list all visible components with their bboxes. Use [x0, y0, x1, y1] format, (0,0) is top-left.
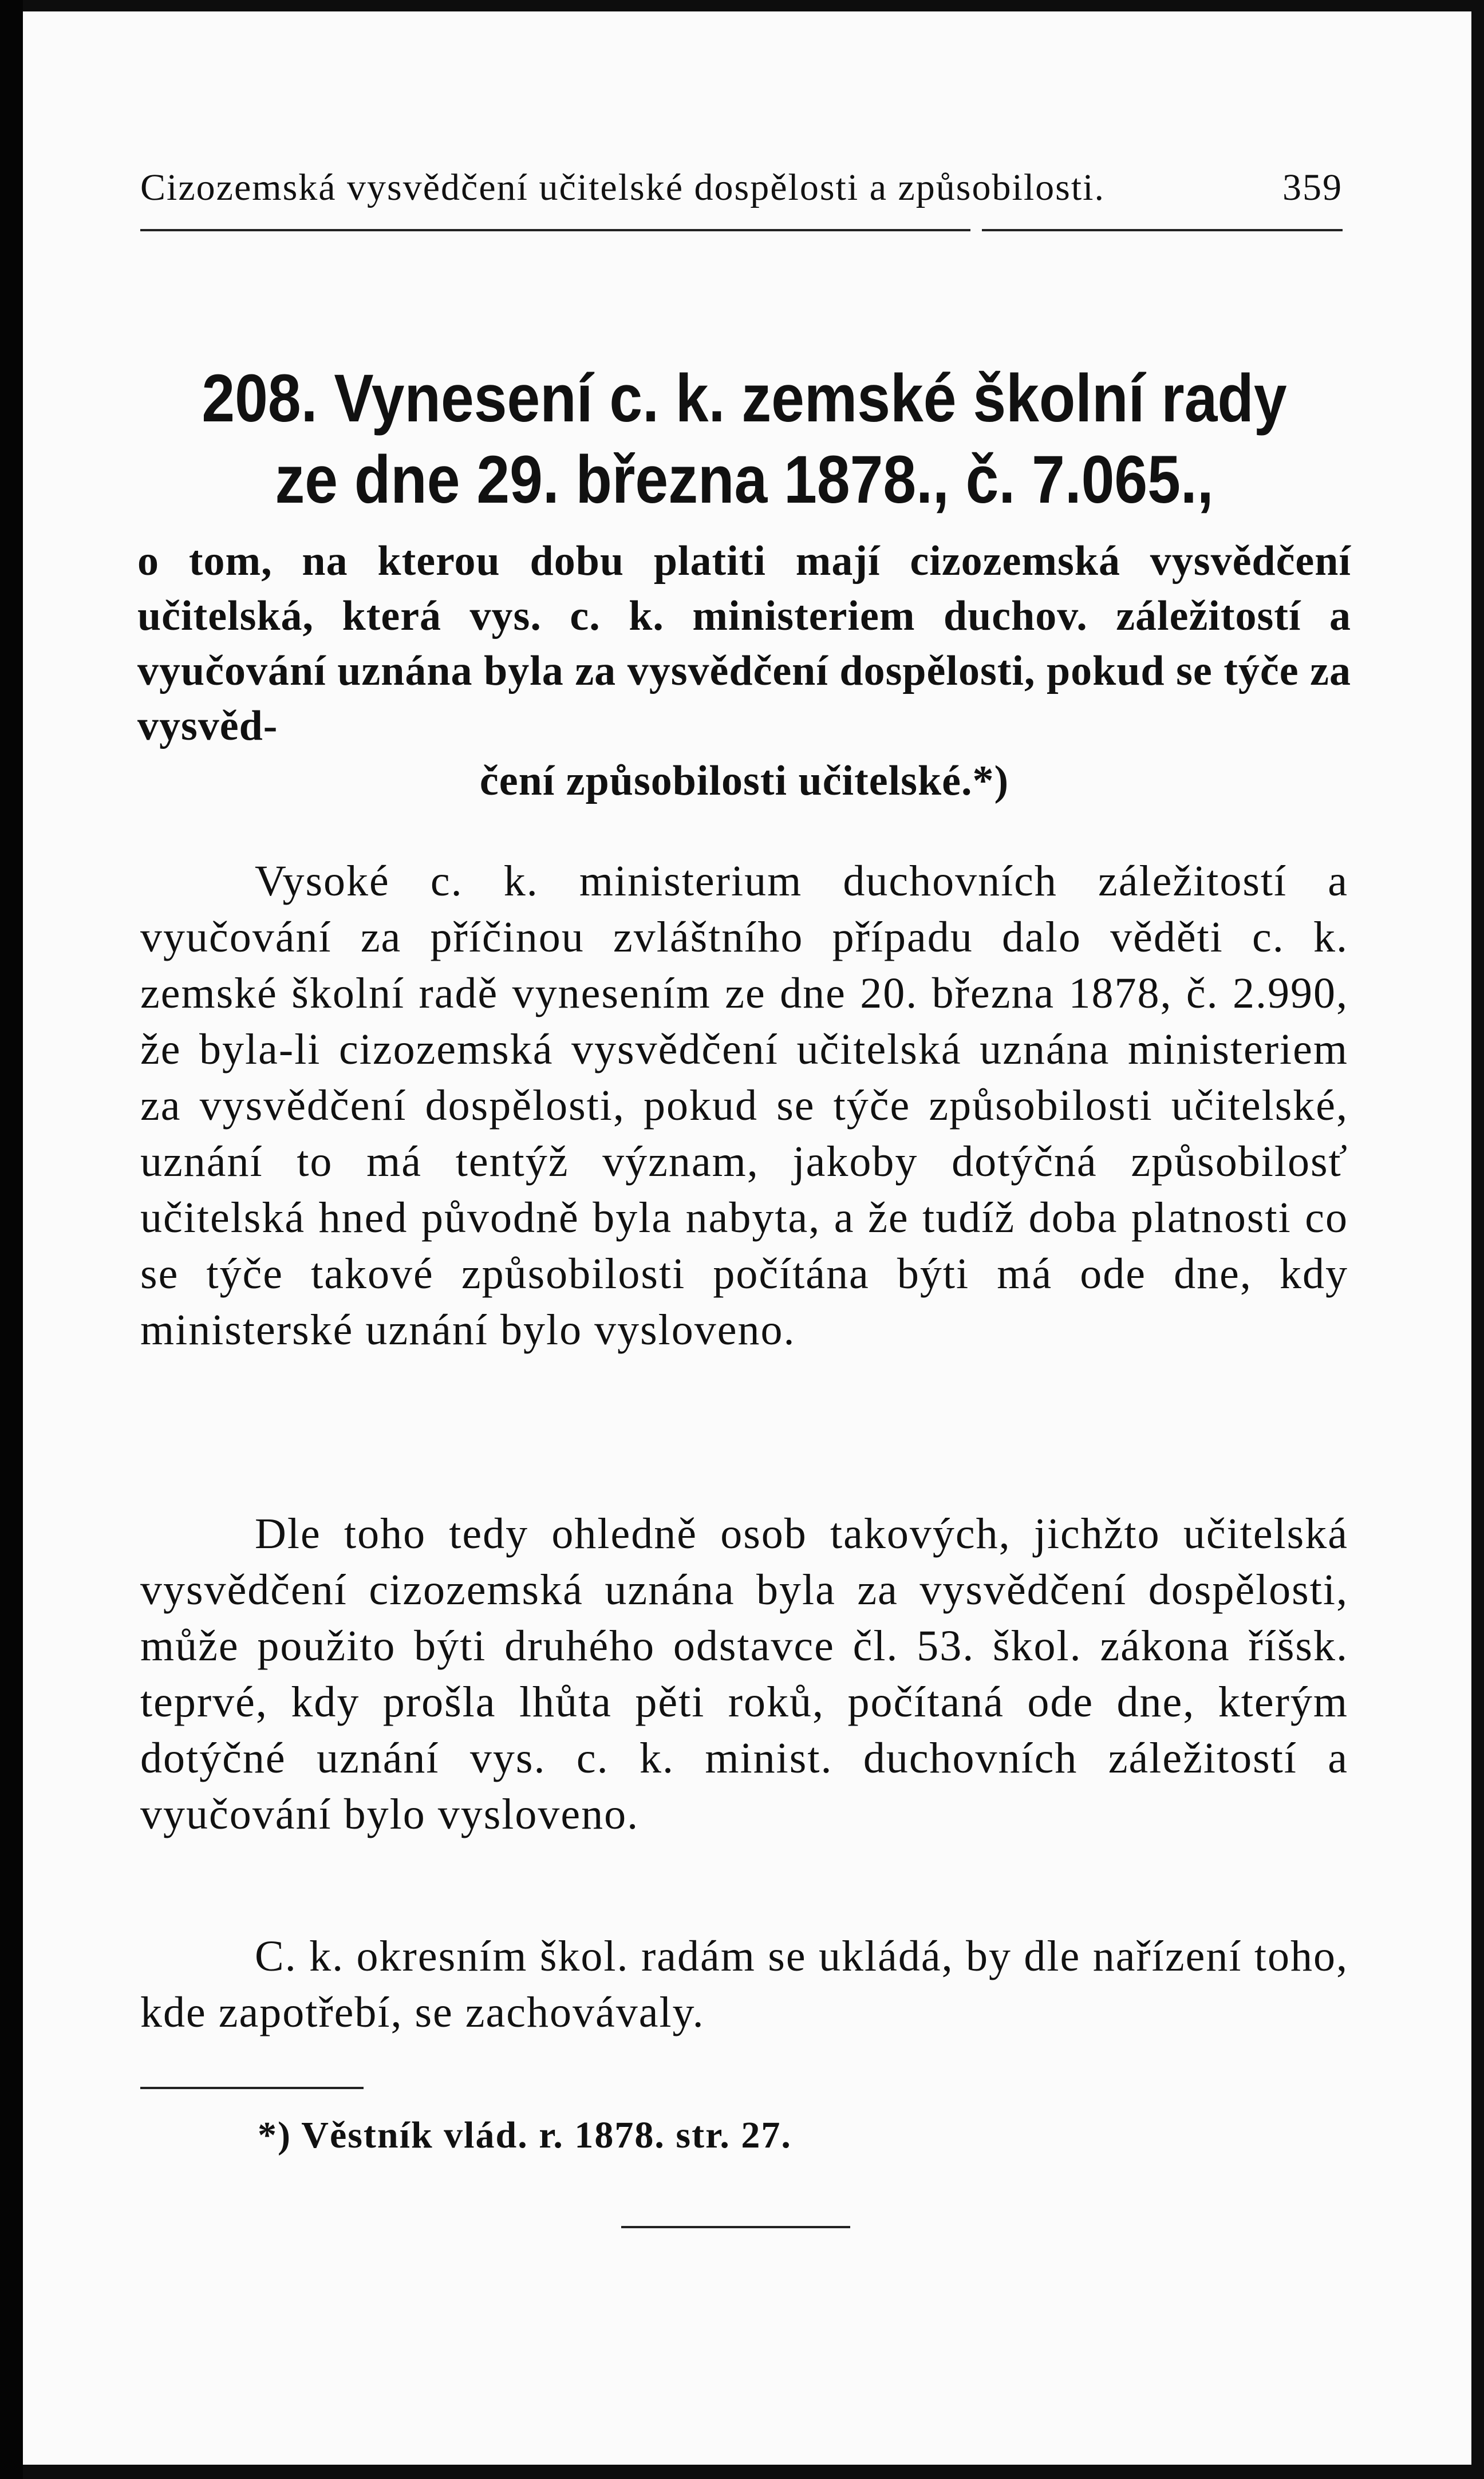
header-rule [140, 229, 970, 231]
scan-left-edge [0, 0, 23, 2479]
header-rule-right [982, 229, 1343, 231]
paragraph-2-text: Dle toho tedy ohledně osob takových, jichžto učitelská vysvědčení cizozemská uznána byla za vysvědčení dospělosti, může použito býti druhého odstavce čl. 53. škol. zákona říšsk. teprvé, kdy prošla lhůta pěti roků, počítaná ode dne, kterým dotýčné uznání vys. c. k. minist. duchovních záležitostí a vyučování bylo vysloveno. [140, 1510, 1348, 1838]
subtitle-last-line: čení způsobilosti učitelské.*) [479, 757, 1009, 804]
subtitle-text: o tom, na kterou dobu platiti mají cizozemská vysvědčení učitelská, která vys. c. k. ministeriem duchov. záležitostí a vyučování uznána byla za vysvědčení dospělosti, pokud se týče za vysvěd- [137, 538, 1351, 749]
paragraph-1-text: Vysoké c. k. ministerium duchovních záležitostí a vyučování za příčinou zvláštního případu dalo věděti c. k. zemské školní radě vynesením ze dne 20. března 1878, č. 2.990, že byla-li cizozemská vysvědčení učitelská uznána ministeriem za vysvědčení dospělosti, pokud se týče způsobilosti učitelské, uznání to má tentýž význam, jakoby dotýčná způsobilosť učitelská hned původně byla nabyta, a že tudíž doba platnosti co se týče takové způsobilosti počítána býti má ode dne, kdy ministerské uznání bylo vysloveno. [140, 857, 1348, 1354]
title-line-2: ze dne 29. března 1878., č. 7.065., [275, 442, 1214, 518]
footnote-rule [140, 2087, 364, 2089]
book-page [23, 11, 1471, 2465]
running-title: Cizozemská vysvědčení učitelské dospělosti a způsobilosti. [140, 167, 1106, 208]
body-paragraph-2 [140, 1506, 1348, 1842]
running-header [140, 166, 1343, 229]
body-paragraph-3 [140, 1928, 1348, 2040]
body-paragraph-1 [140, 853, 1348, 1358]
paragraph-3-text: C. k. okresním škol. radám se ukládá, by dle nařízení toho, kde zapotřebí, se zachovávaly. [140, 1932, 1348, 2036]
ordinance-title [185, 358, 1304, 520]
footnote: *) Věstník vlád. r. 1878. str. 27. [258, 2114, 792, 2156]
ordinance-subtitle [137, 534, 1351, 808]
page-number: 359 [1282, 167, 1343, 208]
title-line-1: 208. Vynesení c. k. zemské školní rady [202, 361, 1287, 436]
end-rule [621, 2226, 850, 2228]
